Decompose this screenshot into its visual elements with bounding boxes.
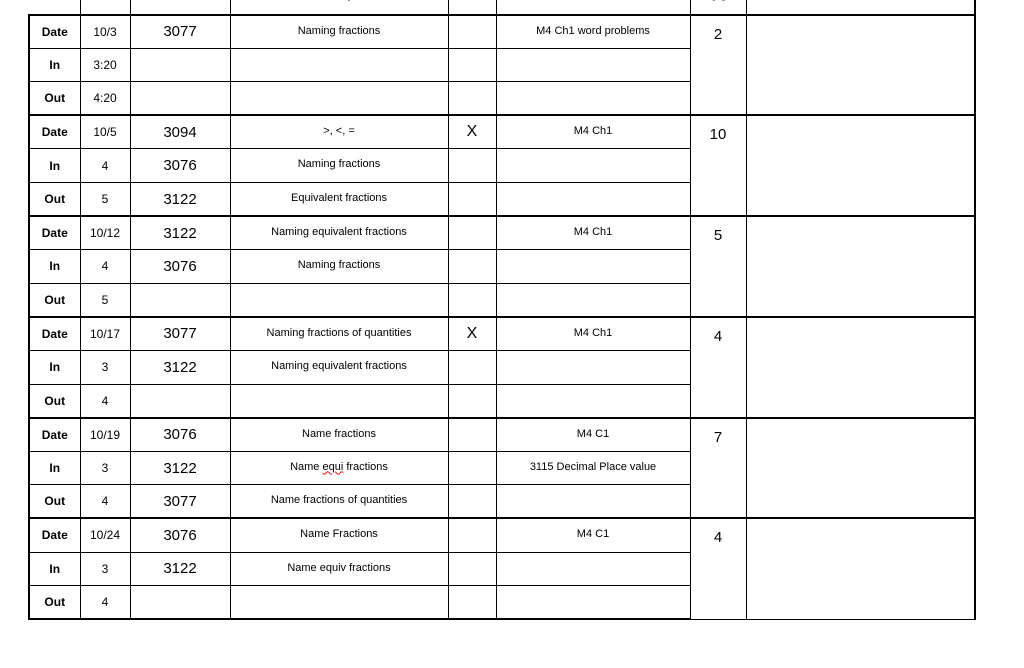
wcb-entry[interactable]: [496, 283, 690, 317]
session-row: [29, 115, 975, 149]
ms-mark[interactable]: [448, 552, 496, 586]
wcb-entry[interactable]: [496, 149, 690, 183]
pt-number[interactable]: 3122: [130, 350, 230, 384]
pt-topic[interactable]: Equivalent fractions: [230, 182, 448, 216]
pt-number[interactable]: [130, 384, 230, 418]
wcb-entry[interactable]: M4 Ch1 word problems: [496, 15, 690, 49]
comments-cell[interactable]: [746, 317, 975, 418]
ms-mark[interactable]: [448, 518, 496, 552]
pt-number[interactable]: 3076: [130, 418, 230, 452]
time-in-value[interactable]: 3: [80, 451, 130, 485]
pages-count[interactable]: 10: [690, 115, 746, 216]
time-out-label: Out: [29, 485, 80, 519]
time-out-value[interactable]: 5: [80, 283, 130, 317]
wcb-entry[interactable]: M4 C1: [496, 518, 690, 552]
header-topic: [230, 0, 448, 15]
session-row: [29, 418, 975, 452]
time-in-label: In: [29, 48, 80, 82]
ms-mark[interactable]: [448, 418, 496, 452]
date-value[interactable]: 10/12: [80, 216, 130, 250]
ms-mark[interactable]: [448, 48, 496, 82]
session-row: [29, 518, 975, 552]
wcb-entry[interactable]: [496, 485, 690, 519]
ms-mark[interactable]: [448, 216, 496, 250]
time-in-value[interactable]: 3: [80, 552, 130, 586]
pt-number[interactable]: 3094: [130, 115, 230, 149]
wcb-entry[interactable]: [496, 250, 690, 284]
pt-number[interactable]: [130, 48, 230, 82]
pt-number[interactable]: 3122: [130, 182, 230, 216]
time-out-label: Out: [29, 82, 80, 116]
pt-number[interactable]: 3077: [130, 317, 230, 351]
pages-count[interactable]: 5: [690, 216, 746, 317]
pt-topic[interactable]: Name fractions: [230, 418, 448, 452]
wcb-entry[interactable]: 3115 Decimal Place value: [496, 451, 690, 485]
time-out-value[interactable]: 5: [80, 182, 130, 216]
pt-topic[interactable]: Naming fractions of quantities: [230, 317, 448, 351]
ms-mark[interactable]: [448, 350, 496, 384]
pt-number[interactable]: 3077: [130, 15, 230, 49]
time-in-label: In: [29, 451, 80, 485]
wcb-entry[interactable]: [496, 48, 690, 82]
header-comments: [746, 0, 975, 15]
time-in-label: In: [29, 149, 80, 183]
ms-mark[interactable]: [448, 250, 496, 284]
header-wcb: [496, 0, 690, 15]
wcb-entry[interactable]: M4 Ch1: [496, 317, 690, 351]
ms-mark[interactable]: [448, 149, 496, 183]
date-value[interactable]: 10/17: [80, 317, 130, 351]
date-value[interactable]: 10/24: [80, 518, 130, 552]
pt-number[interactable]: 3076: [130, 149, 230, 183]
wcb-entry[interactable]: M4 Ch1: [496, 115, 690, 149]
pt-topic[interactable]: >, <, =: [230, 115, 448, 149]
comments-cell[interactable]: [746, 518, 975, 619]
wcb-entry[interactable]: [496, 82, 690, 116]
pt-topic[interactable]: Naming fractions: [230, 250, 448, 284]
time-out-label: Out: [29, 586, 80, 620]
ms-mark[interactable]: [448, 182, 496, 216]
session-row: [29, 317, 975, 351]
ms-mark[interactable]: [448, 384, 496, 418]
comments-cell[interactable]: [746, 15, 975, 116]
pt-number[interactable]: [130, 283, 230, 317]
header-ms: [448, 0, 496, 15]
time-out-label: Out: [29, 384, 80, 418]
pt-number[interactable]: 3122: [130, 216, 230, 250]
wcb-entry[interactable]: M4 Ch1: [496, 216, 690, 250]
pt-topic[interactable]: [230, 48, 448, 82]
pt-number[interactable]: [130, 82, 230, 116]
pt-topic[interactable]: Naming equivalent fractions: [230, 350, 448, 384]
date-label: Date: [29, 317, 80, 351]
wcb-entry[interactable]: [496, 182, 690, 216]
date-label: Date: [29, 518, 80, 552]
wcb-entry[interactable]: [496, 350, 690, 384]
time-out-value[interactable]: 4: [80, 586, 130, 620]
time-out-label: Out: [29, 182, 80, 216]
time-in-value[interactable]: 4: [80, 149, 130, 183]
date-value[interactable]: 10/5: [80, 115, 130, 149]
session-row: [29, 15, 975, 49]
pt-topic[interactable]: [230, 384, 448, 418]
pages-count[interactable]: 7: [690, 418, 746, 519]
comments-cell[interactable]: [746, 115, 975, 216]
pt-number[interactable]: 3122: [130, 552, 230, 586]
pt-topic[interactable]: Name Fractions: [230, 518, 448, 552]
pt-topic[interactable]: [230, 586, 448, 620]
pt-topic[interactable]: Naming fractions: [230, 149, 448, 183]
header-blank-cell: [29, 0, 80, 15]
pt-topic[interactable]: Naming equivalent fractions: [230, 216, 448, 250]
pages-count[interactable]: 4: [690, 317, 746, 418]
time-out-value[interactable]: 4:20: [80, 82, 130, 116]
time-out-value[interactable]: 4: [80, 384, 130, 418]
wcb-entry[interactable]: M4 C1: [496, 418, 690, 452]
time-in-label: In: [29, 552, 80, 586]
ms-mark[interactable]: X: [448, 317, 496, 351]
wcb-entry[interactable]: [496, 586, 690, 620]
wcb-entry[interactable]: [496, 552, 690, 586]
date-value[interactable]: 10/3: [80, 15, 130, 49]
time-in-value[interactable]: 3:20: [80, 48, 130, 82]
pt-topic[interactable]: Name equiv fractions: [230, 552, 448, 586]
time-in-value[interactable]: 3: [80, 350, 130, 384]
pt-topic[interactable]: [230, 283, 448, 317]
session-row: [29, 216, 975, 250]
header-pt: [130, 0, 230, 15]
time-in-label: In: [29, 350, 80, 384]
pt-number[interactable]: 3077: [130, 485, 230, 519]
date-label: Date: [29, 418, 80, 452]
pt-topic[interactable]: [230, 82, 448, 116]
comments-cell[interactable]: [746, 418, 975, 519]
pages-count[interactable]: 2: [690, 15, 746, 116]
spellcheck-underline: equi: [322, 460, 344, 473]
ms-mark[interactable]: [448, 485, 496, 519]
time-in-value[interactable]: 4: [80, 250, 130, 284]
ms-mark[interactable]: [448, 283, 496, 317]
date-label: Date: [29, 216, 80, 250]
time-in-label: In: [29, 250, 80, 284]
pt-topic[interactable]: Name fractions of quantities: [230, 485, 448, 519]
pt-number[interactable]: 3076: [130, 518, 230, 552]
header-row: [29, 0, 975, 15]
pt-topic[interactable]: Naming fractions: [230, 15, 448, 49]
ms-mark[interactable]: [448, 15, 496, 49]
date-label: Date: [29, 115, 80, 149]
header-blank-cell: [80, 0, 130, 15]
ms-mark[interactable]: [448, 451, 496, 485]
pt-topic[interactable]: Name equi fractions: [230, 451, 448, 485]
pt-number[interactable]: [130, 586, 230, 620]
pages-count[interactable]: 4: [690, 518, 746, 619]
time-out-label: Out: [29, 283, 80, 317]
pt-number[interactable]: 3122: [130, 451, 230, 485]
header-pgs: [690, 0, 746, 15]
ms-mark[interactable]: X: [448, 115, 496, 149]
date-label: Date: [29, 15, 80, 49]
time-out-value[interactable]: 4: [80, 485, 130, 519]
date-value[interactable]: 10/19: [80, 418, 130, 452]
ms-mark[interactable]: [448, 586, 496, 620]
wcb-entry[interactable]: [496, 384, 690, 418]
ms-mark[interactable]: [448, 82, 496, 116]
tutoring-log-table: [28, 0, 976, 620]
comments-cell[interactable]: [746, 216, 975, 317]
pt-number[interactable]: 3076: [130, 250, 230, 284]
